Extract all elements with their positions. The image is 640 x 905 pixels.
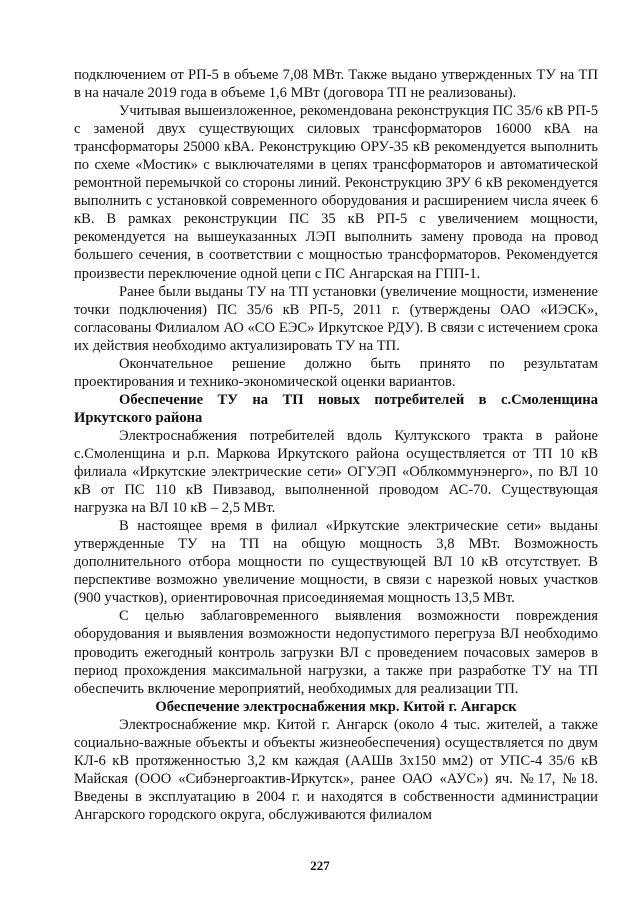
paragraph-recommendation: Учитывая вышеизложенное, рекомендована реконструкция ПС 35/6 кВ РП-5 с заменой двух существующих силовых трансформаторов 16000 кВА на трансформаторы 25000 кВА. Реконструкцию ОРУ-35 кВ рекомендуется выполнить по схеме «Мостик» с выключателями в цепях трансформаторов и автоматической ремонтной перемычкой со стороны линий. Реконструкцию ЗРУ 6 кВ рекомендуется выполнить с установкой современного оборудования и расширением числа ячеек 6 кВ. В рамках реконструкции ПС 35 кВ РП-5 с увеличением мощности, рекомендуется на вышеуказанных ЛЭП выполнить замену провода на провод большего сечения, в соответствии с мощностью трансформаторов. Рекомендуется произвести переключение одной цепи с ПС Ангарская на ГПП-1.	[74, 103, 598, 282]
paragraph-smolenshchina-tu: В настоящее время в филиал «Иркутские электрические сети» выданы утвержденные ТУ на ТП на общую мощность 3,8 МВт. Возможность дополнительного отбора мощности по существующей ВЛ 10 кВ отсутствует. В перспективе возможно увеличение мощности, в связи с нарезкой новых участков (900 участков), ориентировочная присоединяемая мощность 13,5 МВт.	[74, 518, 598, 607]
paragraph-continuation: подключением от РП-5 в объеме 7,08 МВт. Также выдано утвержденных ТУ на ТП в на начале 2019 года в объеме 1,6 МВт (договора ТП не реализованы).	[74, 67, 598, 102]
section-heading-kitoy: Обеспечение электроснабжения мкр. Китой г. Ангарск	[155, 698, 517, 715]
page-number: 227	[310, 858, 330, 873]
section-heading-smolenshchina: Обеспечение ТУ на ТП новых потребителей в с.Смоленщина Иркутского района	[74, 391, 598, 426]
paragraph-previous-tu: Ранее были выданы ТУ на ТП установки (увеличение мощности, изменение точки подключения) ПС 35/6 кВ РП-5, 2011 г. (утверждены ОАО «ИЭСК», согласованы Филиалом АО «СО ЕЭС» Иркутское РДУ). В связи с истечением срока их действия необходимо актуализировать ТУ на ТП.	[74, 283, 598, 354]
document-page	[74, 66, 598, 824]
paragraph-smolenshchina-control: С целью заблаговременного выявления возможности повреждения оборудования и выявления возможности недопустимого перегруза ВЛ необходимо проводить ежегодный контроль загрузки ВЛ с проведением почасовых замеров в период прохождения максимальной нагрузки, а также при разработке ТУ на ТП обеспечить включение мероприятий, необходимых для реализации ТП.	[74, 608, 598, 697]
paragraph-smolenshchina-supply: Электроснабжения потребителей вдоль Култукского тракта в районе с.Смоленщина и р.п. Маркова Иркутского района осуществляется от ТП 10 кВ филиала «Иркутские электрические сети» ОГУЭП «Облкоммунэнерго», по ВЛ 10 кВ от ПС 110 кВ Пивзавод, выполненной проводом АС-70. Существующая нагрузка на ВЛ 10 кВ – 2,5 МВт.	[74, 427, 598, 517]
paragraph-final-decision: Окончательное решение должно быть принято по результатам проектирования и технико-экономической оценки вариантов.	[74, 355, 598, 390]
paragraph-kitoy-supply: Электроснабжение мкр. Китой г. Ангарск (около 4 тыс. жителей, а также социально-важные объекты и объекты жизнеобеспечения) осуществляется по двум КЛ-6 кВ протяженностью 3,2 км каждая (ААШв 3х150 мм2) от УПС-4 35/6 кВ Майская (ООО «Сибэнергоактив-Иркутск», ранее ОАО «АУС») яч. №17, №18. Введены в эксплуатацию в 2004 г. и находятся в собственности администрации Ангарского городского округа, обслуживаются филиалом	[74, 716, 598, 823]
